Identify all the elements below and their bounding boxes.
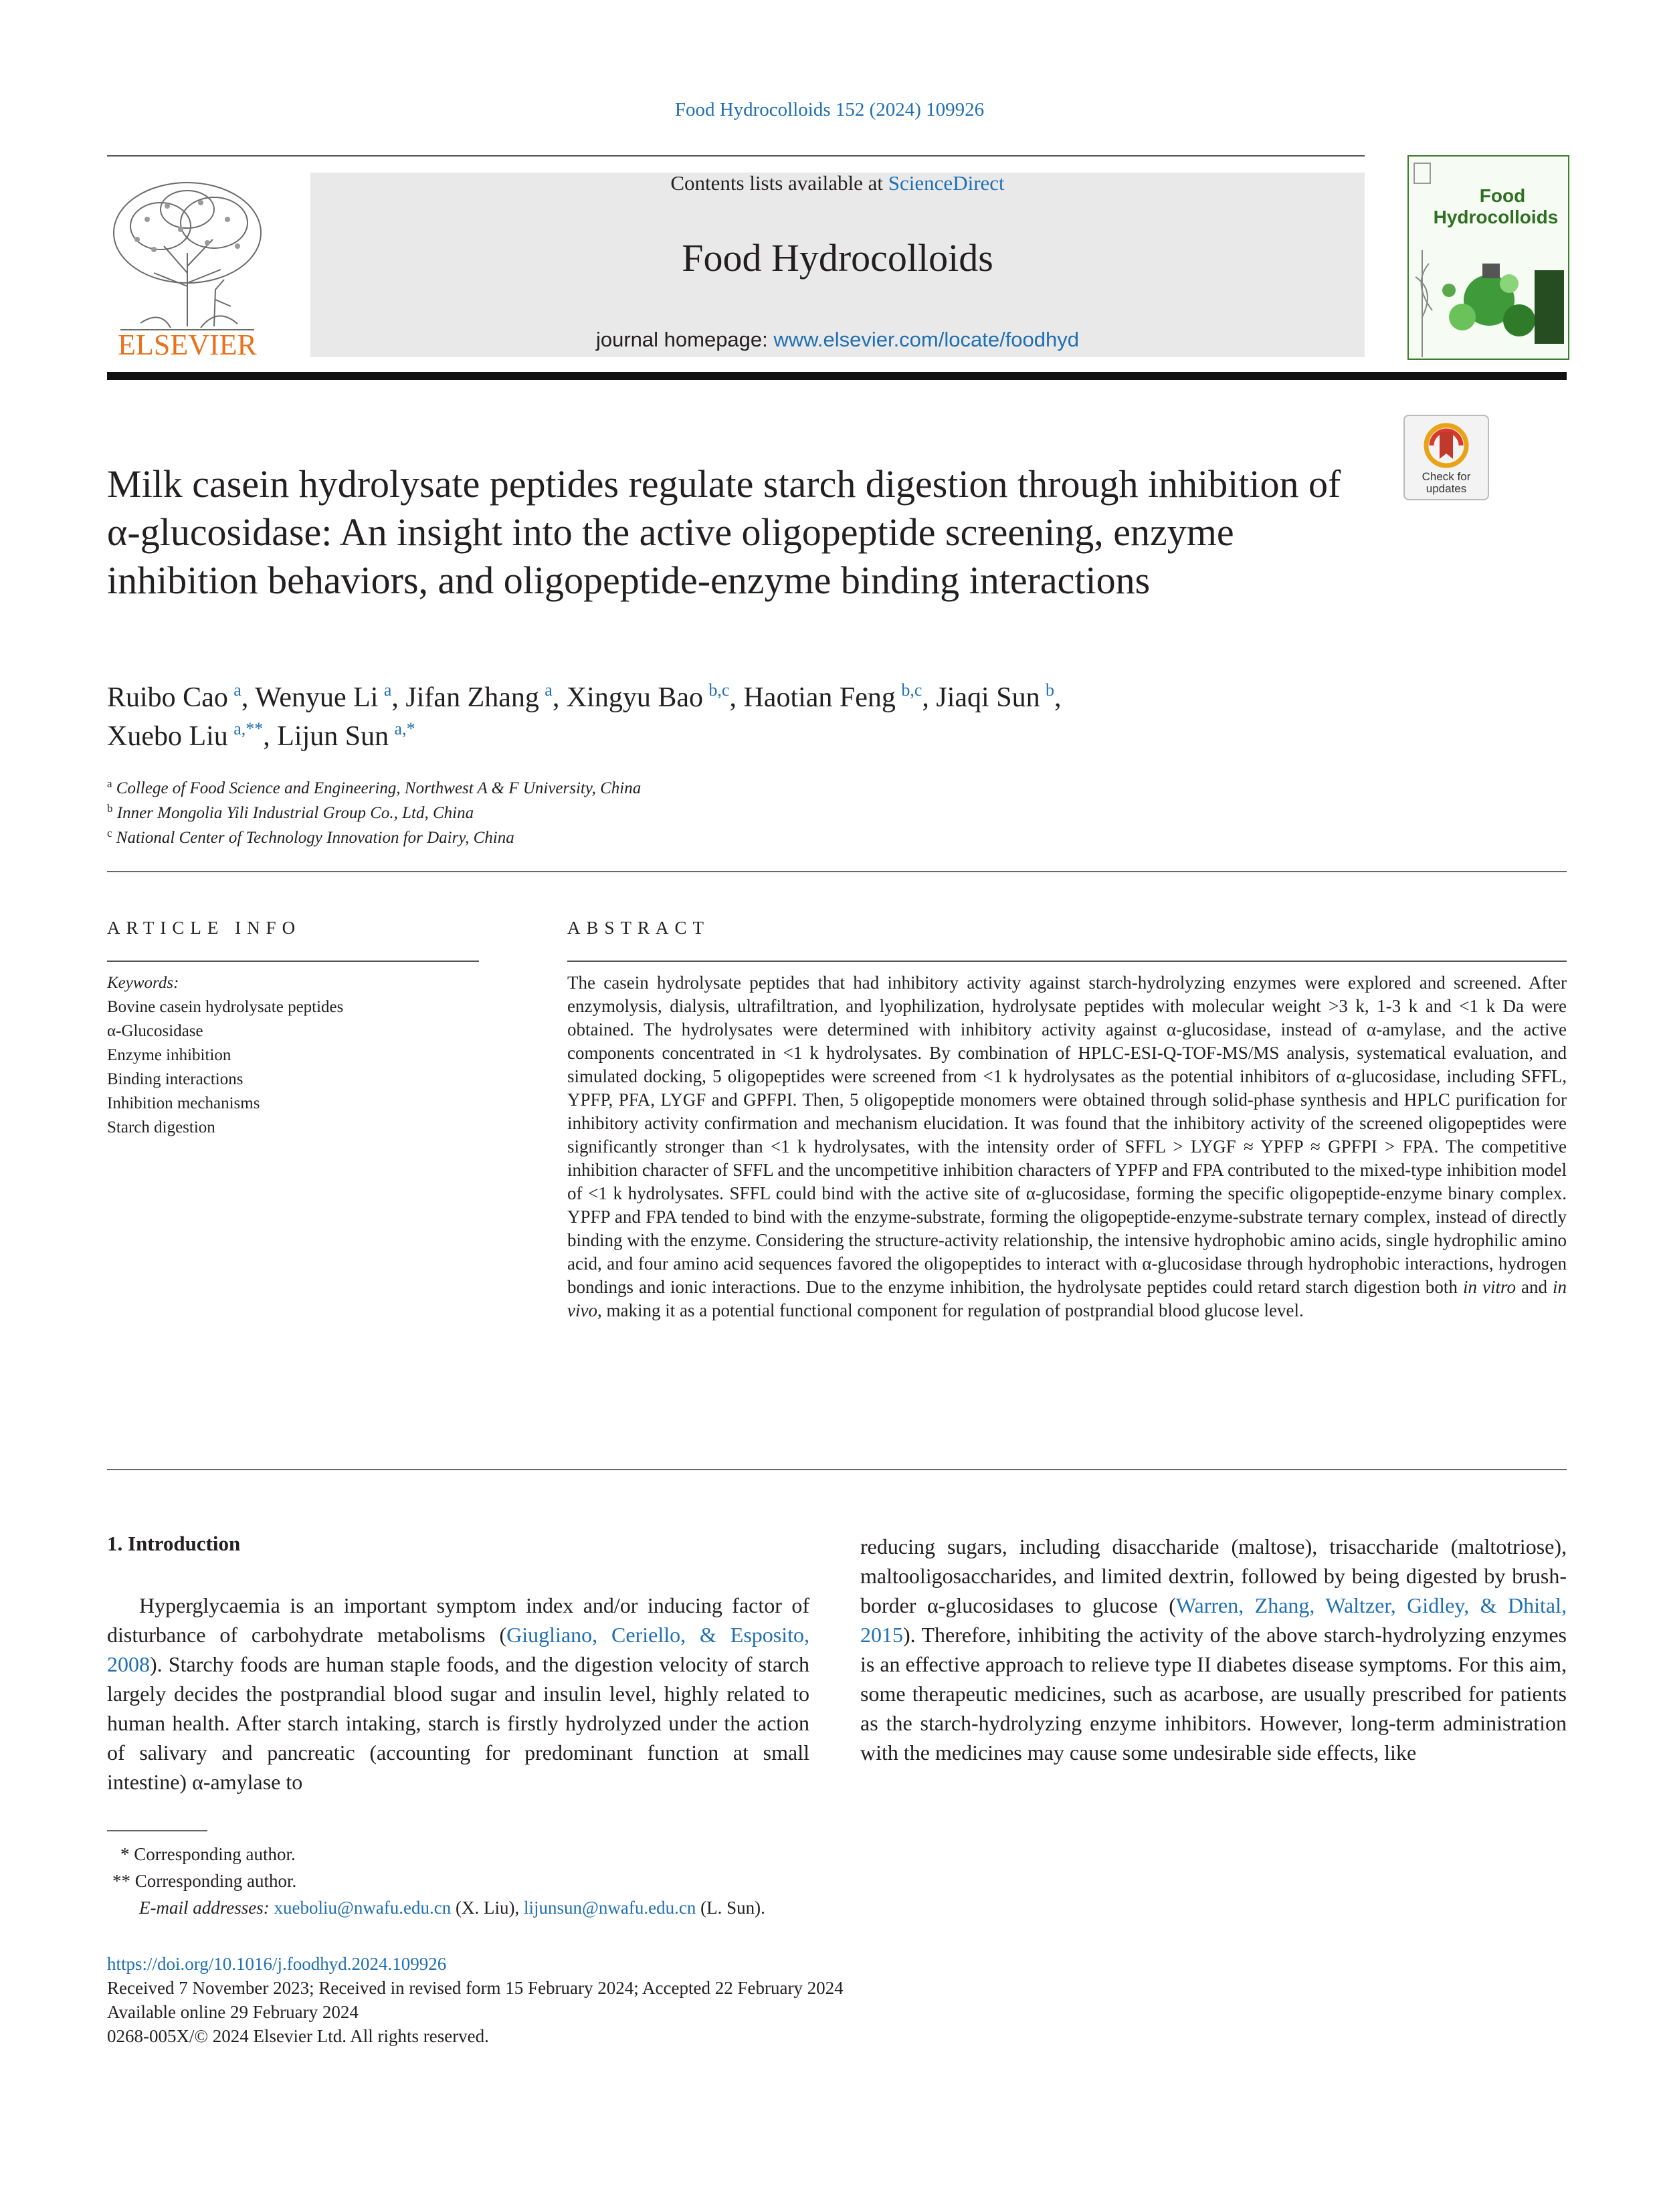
email-addresses: E-mail addresses: xueboliu@nwafu.edu.cn (X. Liu), lijunsun@nwafu.edu.cn (L. Sun). <box>139 1898 765 1918</box>
reference-link[interactable]: Giugliano, Ceriello, & Esposito, 2008 <box>107 1623 810 1676</box>
journal-homepage <box>310 328 1365 352</box>
citation-text[interactable]: Food Hydrocolloids 152 (2024) 109926 <box>674 99 985 120</box>
author[interactable]: Haotian Feng $^{b,c}$ <box>743 680 922 713</box>
top-divider <box>107 155 1365 157</box>
elsevier-logo <box>100 173 274 360</box>
keywords-list <box>107 971 482 1140</box>
abstract-body: The casein hydrolysate peptides that had inhibitory activity against starch-hydrolyzing enzymes were explored and screened. After enzymolysis, dialysis, ultrafiltration, and lyophilization, hydrolysate peptides with molecular weight >3 k, 1-3 k and <1 k Da were obtained. The hydrolysates were determined with inhibitory activity against α-glucosidase, instead of α-amylase, and the active components concentrated in <1 k hydrolysates. By combination of HPLC-ESI-Q-TOF-MS/MS analysis, systematical evaluation, and simulated docking, 5 oligopeptides were screened from <1 k hydrolysates as the potential inhibitors of α-glucosidase, including SFFL, YPFP, PFA, LYGF and GPFPI. Then, 5 oligopeptide monomers were obtained through solid-phase synthesis and HPLC purification for inhibitory activity confirmation and mechanism elucidation. It was found that the inhibitory activity of the screened oligopeptides were significantly stronger than <1 k hydrolysates, with the intensity order of SFFL > LYGF ≈ YPFP ≈ GPFPI > FPA. The competitive inhibition character of SFFL and the uncompetitive inhibition characters of YPFP and FPA contributed to the mixed-type inhibition model of <1 k hydrolysates. SFFL could bind with the active site of α-glucosidase, forming the specific oligopeptide-enzyme binary complex. YPFP and FPA tended to bind with the enzyme-substrate, forming the oligopeptide-enzyme-substrate ternary complex, instead of directly binding with the enzyme. Considering the structure-activity relationship, the intensive hydrophobic amino acids, single hydrophilic amino acid, and four amino acid sequences favored the oligopeptides to interact with α-glucosidase through hydrophobic interactions, hydrogen bondings and ionic interactions. Due to the enzyme inhibition, the hydrolysate peptides could retard starch digestion both in vitro and in vivo, making it as a potential functional component for regulation of postprandial blood glucose level. <box>567 973 1567 1320</box>
keyword: Binding interactions <box>107 1070 243 1088</box>
journal-cover-image <box>1409 157 1568 359</box>
author[interactable]: Jiaqi Sun $^b$ <box>936 680 1054 713</box>
check-updates-icon <box>1405 416 1488 499</box>
corresponding-author-note: ** Corresponding author. <box>112 1871 297 1891</box>
received-dates: Received 7 November 2023; Received in revised form 15 February 2024; Accepted 22 February 2024 <box>107 1978 844 1998</box>
author[interactable]: Lijun Sun $^{a,*}$ <box>277 719 415 752</box>
affiliation-item: $^a$ College of Food Science and Engineering, Northwest A & F University, China <box>107 777 642 797</box>
keyword: Inhibition mechanisms <box>107 1094 260 1112</box>
abstract-heading: ABSTRACT <box>567 918 710 938</box>
journal-name: Food Hydrocolloids <box>682 236 993 280</box>
keyword: Starch digestion <box>107 1118 215 1136</box>
author-list: Ruibo Cao $^a$, Wenyue Li $^a$, Jifan Zhang $^a$, Xingyu Bao $^{b,c}$, Haotian Feng $^{b,c}$, Jiaqi Sun $^b$, Xuebo Liu $^{a,**}$, Lijun Sun $^{a,*}$ <box>107 680 1062 752</box>
affiliation-item: $^c$ National Center of Technology Innovation for Dairy, China <box>107 827 514 847</box>
elsevier-tree-icon <box>100 173 274 360</box>
author[interactable]: Jifan Zhang $^a$ <box>405 680 553 713</box>
contents-availability <box>310 171 1365 195</box>
body-column-right: reducing sugars, including disaccharide (maltose), trisaccharide (maltotriose), maltooligosaccharides, and limited dextrin, followed by being digested by brush-border α-glucosidases to glucose (Warren, Zhang, Waltzer, Gidley, & Dhital, 2015). Therefore, inhibiting the activity of the above starch-hydrolyzing enzymes is an effective approach to relieve type II diabetes disease symptoms. For this aim, some therapeutic medicines, such as acarbose, are usually prescribed for patients as the starch-hydrolyzing enzyme inhibitors. However, long-term administration with the medicines may cause some undesirable side effects, like <box>860 1534 1567 1765</box>
author[interactable]: Ruibo Cao $^a$ <box>107 680 241 713</box>
email-link[interactable]: xueboliu@nwafu.edu.cn <box>274 1898 452 1918</box>
affiliation-list <box>107 776 1378 850</box>
journal-citation-link[interactable] <box>0 99 1659 121</box>
doi-link[interactable]: https://doi.org/10.1016/j.foodhyd.2024.109926 <box>107 1954 447 1974</box>
journal-cover-thumbnail[interactable] <box>1407 155 1569 360</box>
reference-link[interactable]: Warren, Zhang, Waltzer, Gidley, & Dhital, 2015 <box>860 1593 1567 1647</box>
homepage-link[interactable]: www.elsevier.com/locate/foodhyd <box>773 328 1080 351</box>
affiliation-item: $^b$ Inner Mongolia Yili Industrial Group Co., Ltd, China <box>107 802 474 822</box>
check-for-updates-button[interactable] <box>1403 415 1489 500</box>
divider <box>107 871 1567 872</box>
article-title: Milk casein hydrolysate peptides regulate starch digestion through inhibition of α-glucosidase: An insight into the active oligopeptide screening, enzyme inhibition behaviors, and oligopeptide-enzyme binding interactions <box>107 462 1341 602</box>
keywords-label: Keywords: <box>107 974 179 992</box>
article-metadata <box>107 1952 1445 2048</box>
divider <box>107 1469 1567 1470</box>
check-updates-label-2: updates <box>1426 482 1467 495</box>
copyright: 0268-005X/© 2024 Elsevier Ltd. All rights reserved. <box>107 2026 489 2046</box>
body-column-left: Hyperglycaemia is an important symptom index and/or inducing factor of disturbance of carbohydrate metabolisms (Giugliano, Ceriello, & Esposito, 2008). Starchy foods are human staple foods, and the digestion velocity of starch largely decides the postprandial blood sugar and insulin level, highly related to human health. After starch intaking, starch is firstly hydrolyzed under the action of salivary and pancreatic (accounting for predominant function at small intestine) α-amylase to <box>107 1593 810 1794</box>
author[interactable]: Wenyue Li $^a$ <box>255 680 392 713</box>
divider <box>567 961 1567 962</box>
check-updates-label-1: Check for <box>1422 470 1471 483</box>
cover-title-line1: Food <box>1479 185 1526 206</box>
divider <box>107 961 479 962</box>
author[interactable]: Xingyu Bao $^{b,c}$ <box>566 680 730 713</box>
keyword: Bovine casein hydrolysate peptides <box>107 998 344 1016</box>
homepage-prefix: journal homepage: <box>595 328 774 351</box>
cover-title-line2: Hydrocolloids <box>1433 207 1559 227</box>
available-online: Available online 29 February 2024 <box>107 2002 359 2022</box>
author[interactable]: Xuebo Liu $^{a,**}$ <box>107 719 264 752</box>
contents-prefix: Contents lists available at <box>670 171 888 195</box>
email-link[interactable]: lijunsun@nwafu.edu.cn <box>524 1898 696 1918</box>
section-heading-introduction: 1. Introduction <box>107 1532 241 1555</box>
elsevier-wordmark: ELSEVIER <box>118 328 257 360</box>
keyword: α-Glucosidase <box>107 1022 203 1040</box>
keyword: Enzyme inhibition <box>107 1046 231 1064</box>
corresponding-author-note: * Corresponding author. <box>120 1844 296 1864</box>
article-info-heading: ARTICLE INFO <box>107 918 302 938</box>
header-thick-divider <box>107 372 1567 380</box>
sciencedirect-link[interactable]: ScienceDirect <box>888 171 1005 195</box>
footnote-divider <box>107 1830 207 1831</box>
footnotes <box>107 1841 1445 1921</box>
